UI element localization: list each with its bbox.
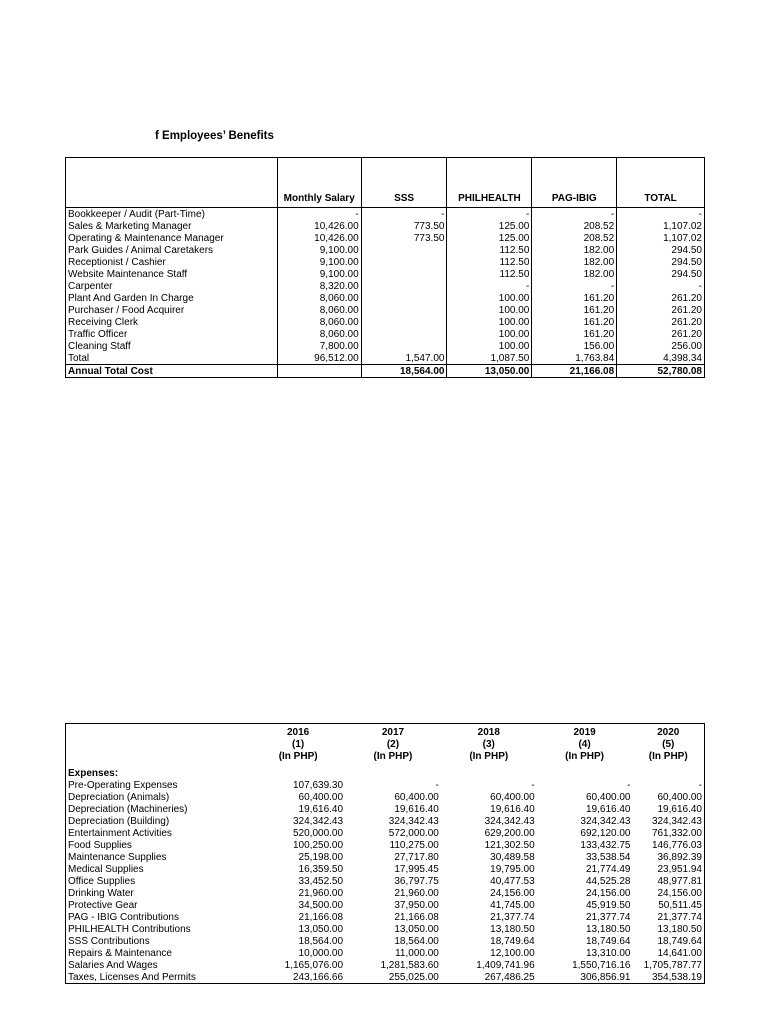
table-cell	[361, 304, 447, 316]
table-cell: -	[277, 208, 361, 221]
table-cell: 7,800.00	[277, 340, 361, 352]
row-label: Drinking Water	[68, 887, 134, 899]
table-row	[66, 815, 705, 827]
table-cell: 21,960.00	[394, 887, 439, 899]
table-cell: 100.00	[447, 304, 532, 316]
table-cell: 60,400.00	[585, 791, 631, 803]
table-cell: 1,281,583.60	[380, 959, 439, 971]
table-cell: 24,156.00	[657, 887, 702, 899]
table-cell	[361, 316, 447, 328]
table-cell: 261.20	[617, 304, 705, 316]
table-cell: 13,050.00	[394, 923, 439, 935]
table-cell: 182.00	[532, 256, 617, 268]
table-cell: 156.00	[532, 340, 617, 352]
table-cell: 60,400.00	[490, 791, 535, 803]
column-header: PAG-IBIG	[532, 158, 617, 208]
year-header-num: (2)	[386, 739, 400, 750]
table-cell: 261.20	[617, 328, 705, 340]
table-cell: 13,050.00	[447, 365, 532, 378]
row-label: Receptionist / Cashier	[68, 256, 166, 268]
table-row	[66, 875, 705, 887]
table-cell: 34,500.00	[298, 899, 344, 911]
table-cell: 1,165,076.00	[284, 959, 344, 971]
table-row	[66, 304, 705, 316]
row-label: Receiving Clerk	[68, 316, 139, 328]
year-header	[441, 724, 537, 764]
table-cell: 110,275.00	[389, 839, 439, 851]
table-cell: 25,198.00	[298, 851, 344, 863]
table-cell: 21,774.49	[585, 863, 631, 875]
table-cell: 146,776.03	[651, 839, 702, 851]
expenses-table	[65, 723, 705, 984]
table-cell: 125.00	[447, 220, 532, 232]
row-label: Salaries And Wages	[68, 959, 158, 971]
table-cell	[277, 365, 361, 378]
table-cell: 19,616.40	[657, 803, 702, 815]
employee-benefits-table	[65, 157, 705, 378]
year-header-num: (3)	[482, 739, 495, 750]
table-cell: 773.50	[361, 220, 447, 232]
year-header-num: (4)	[578, 739, 591, 750]
table-cell: 8,060.00	[277, 316, 361, 328]
row-label: Carpenter	[68, 280, 113, 292]
table-cell: 44,525.28	[585, 875, 631, 887]
year-header-unit: (In PHP)	[278, 751, 318, 762]
table-row	[66, 959, 705, 971]
row-label: PHILHEALTH Contributions	[68, 923, 191, 935]
table-row	[66, 803, 705, 815]
table-cell: 100.00	[447, 316, 532, 328]
year-header-num: (1)	[292, 739, 305, 750]
table-cell: -	[617, 280, 705, 292]
table-cell	[361, 256, 447, 268]
table-cell: 11,000.00	[395, 947, 439, 959]
table-cell: 100,250.00	[292, 839, 344, 851]
table-cell: 9,100.00	[277, 268, 361, 280]
table-cell: 324,342.43	[484, 815, 535, 827]
table-cell: 100.00	[447, 292, 532, 304]
row-label: Bookkeeper / Audit (Part-Time)	[68, 208, 205, 220]
table-cell: 112.50	[447, 256, 532, 268]
table-cell: 60,400.00	[394, 791, 439, 803]
table-row	[66, 863, 705, 875]
table-cell: 256.00	[617, 340, 705, 352]
table-row	[66, 935, 705, 947]
row-label: Taxes, Licenses And Permits	[68, 971, 196, 983]
table-cell: 1,763.84	[532, 352, 617, 365]
table-cell: -	[698, 779, 702, 791]
table-cell: 48,977.81	[657, 875, 702, 887]
table-cell: 21,960.00	[298, 887, 344, 899]
table-cell: 18,749.64	[585, 935, 631, 947]
table-row	[66, 887, 705, 899]
section-title: f Employees’ Benefits	[155, 130, 274, 142]
table-cell: 100.00	[447, 328, 532, 340]
table-row	[66, 851, 705, 863]
row-label: Annual Total Cost	[66, 365, 278, 378]
table-cell: 208.52	[532, 232, 617, 244]
table-cell: 36,892.39	[657, 851, 702, 863]
table-header-row	[66, 158, 705, 208]
table-cell: 21,377.74	[585, 911, 631, 923]
table-cell: 19,616.40	[585, 803, 631, 815]
table-cell: 10,426.00	[277, 220, 361, 232]
row-label: Entertainment Activities	[68, 827, 172, 839]
row-label: Protective Gear	[68, 899, 138, 911]
table-cell: 1,550,716.16	[572, 959, 631, 971]
table-cell: 133,432.75	[580, 839, 631, 851]
table-cell: 21,377.74	[490, 911, 535, 923]
table-cell	[361, 268, 447, 280]
table-cell: 13,180.50	[490, 923, 535, 935]
table-cell: 294.50	[617, 256, 705, 268]
row-label: Office Supplies	[68, 875, 136, 887]
table-cell: -	[532, 208, 617, 221]
table-cell: 306,856.91	[580, 971, 631, 983]
table-cell: 182.00	[532, 268, 617, 280]
table-cell: 18,749.64	[657, 935, 702, 947]
table-cell: 33,538.54	[585, 851, 631, 863]
table-cell: -	[435, 779, 439, 791]
table-cell: 18,564.00	[394, 935, 439, 947]
table-cell: 1,547.00	[361, 352, 447, 365]
table-cell: 30,489.58	[490, 851, 535, 863]
row-label: Purchaser / Food Acquirer	[68, 304, 185, 316]
table-cell: 1,107.02	[617, 220, 705, 232]
table-cell: 18,564.00	[361, 365, 447, 378]
table-cell: 261.20	[617, 292, 705, 304]
table-cell: 37,950.00	[394, 899, 439, 911]
table-cell: 8,060.00	[277, 304, 361, 316]
table-cell: 267,486.25	[484, 971, 535, 983]
row-label: Food Supplies	[68, 839, 132, 851]
table-cell: -	[361, 208, 447, 221]
table-row	[66, 947, 705, 959]
empty-cell	[441, 763, 537, 779]
table-cell: 112.50	[447, 268, 532, 280]
table-cell: 161.20	[532, 328, 617, 340]
year-header-unit: (In PHP)	[373, 751, 413, 762]
row-label: Medical Supplies	[68, 863, 144, 875]
table-cell: 161.20	[532, 292, 617, 304]
table-cell: 294.50	[617, 244, 705, 256]
table-row	[66, 827, 705, 839]
table-cell: 19,616.40	[490, 803, 535, 815]
row-label: Repairs & Maintenance	[68, 947, 172, 959]
row-label: SSS Contributions	[68, 935, 150, 947]
table-cell: 36,797.75	[394, 875, 439, 887]
table-cell: 19,795.00	[490, 863, 535, 875]
section-label: Expenses:	[68, 767, 119, 779]
table-cell	[361, 244, 447, 256]
table-cell: 572,000.00	[388, 827, 439, 839]
table-cell: 354,538.19	[651, 971, 702, 983]
year-header-year: 2018	[477, 727, 500, 738]
table-row	[66, 268, 705, 280]
table-cell: 13,180.50	[585, 923, 631, 935]
table-cell: 18,564.00	[298, 935, 344, 947]
table-row	[66, 923, 705, 935]
table-cell: 41,745.00	[490, 899, 535, 911]
year-header-unit: (In PHP)	[648, 751, 688, 762]
table-cell: -	[627, 779, 631, 791]
table-cell: 107,639.30	[292, 779, 344, 791]
table-cell: 520,000.00	[292, 827, 344, 839]
empty-cell	[537, 763, 633, 779]
table-cell: 8,320.00	[277, 280, 361, 292]
row-label: Cleaning Staff	[68, 340, 131, 352]
column-header: TOTAL	[617, 158, 705, 208]
table-cell: 13,310.00	[585, 947, 631, 959]
table-cell: 24,156.00	[585, 887, 631, 899]
table-cell: -	[447, 208, 532, 221]
table-cell: 21,166.08	[532, 365, 617, 378]
table-row	[66, 280, 705, 292]
table-cell: 18,749.64	[490, 935, 535, 947]
table-cell: 1,107.02	[617, 232, 705, 244]
year-header-year: 2017	[381, 727, 405, 738]
table-cell: 692,120.00	[580, 827, 631, 839]
row-label: Maintenance Supplies	[68, 851, 167, 863]
table-cell: 10,426.00	[277, 232, 361, 244]
table-row	[66, 899, 705, 911]
row-label: Pre-Operating Expenses	[68, 779, 178, 791]
empty-cell	[345, 763, 441, 779]
empty-cell	[632, 763, 704, 779]
table-row	[66, 352, 705, 365]
year-header-row	[66, 724, 705, 764]
table-cell: 96,512.00	[277, 352, 361, 365]
table-cell	[361, 292, 447, 304]
table-cell: 52,780.08	[617, 365, 705, 378]
table-cell: 208.52	[532, 220, 617, 232]
row-label: Operating & Maintenance Manager	[68, 232, 224, 244]
table-cell: 21,166.08	[394, 911, 439, 923]
table-cell: 13,180.50	[657, 923, 702, 935]
table-cell: 14,641.00	[657, 947, 702, 959]
table-cell: 112.50	[447, 244, 532, 256]
year-header-num: (5)	[662, 739, 675, 750]
column-header	[66, 158, 278, 208]
table-row	[66, 232, 705, 244]
row-label: PAG - IBIG Contributions	[68, 911, 179, 923]
table-cell: 12,100.00	[490, 947, 535, 959]
section-row	[66, 763, 705, 779]
table-cell: 629,200.00	[484, 827, 535, 839]
table-cell: 8,060.00	[277, 292, 361, 304]
row-label: Depreciation (Building)	[68, 815, 170, 827]
table-row	[66, 791, 705, 803]
table-cell: 161.20	[532, 304, 617, 316]
row-label: Plant And Garden In Charge	[68, 292, 194, 304]
table-row	[66, 911, 705, 923]
table-row	[66, 779, 705, 791]
table-cell: 10,000.00	[298, 947, 344, 959]
table-cell: 324,342.43	[388, 815, 439, 827]
table-cell: -	[617, 208, 705, 221]
year-header-year: 2020	[657, 727, 680, 738]
table-cell: 182.00	[532, 244, 617, 256]
table-cell: 121,302.50	[484, 839, 535, 851]
year-header	[537, 724, 633, 764]
column-header: SSS	[361, 158, 447, 208]
table-cell	[361, 328, 447, 340]
table-cell: 17,995.45	[394, 863, 439, 875]
table-row	[66, 292, 705, 304]
table-cell: 60,400.00	[298, 791, 344, 803]
row-label: Total	[68, 352, 90, 364]
year-header-unit: (In PHP)	[469, 751, 509, 762]
row-label: Website Maintenance Staff	[68, 268, 188, 280]
table-row	[66, 220, 705, 232]
table-cell: 24,156.00	[490, 887, 535, 899]
year-header	[632, 724, 704, 764]
column-header: PHILHEALTH	[447, 158, 532, 208]
table-cell: 21,166.08	[298, 911, 344, 923]
table-row	[66, 316, 705, 328]
table-cell: 13,050.00	[298, 923, 344, 935]
table-row	[66, 839, 705, 851]
column-header: Monthly Salary	[277, 158, 361, 208]
table-row	[66, 971, 705, 984]
table-cell: 1,409,741.96	[476, 959, 535, 971]
table-cell: 255,025.00	[388, 971, 439, 983]
table-cell: 19,616.40	[394, 803, 439, 815]
table-row	[66, 256, 705, 268]
table-cell: 161.20	[532, 316, 617, 328]
row-label: Traffic Officer	[68, 328, 128, 340]
table-row	[66, 244, 705, 256]
year-header	[251, 724, 345, 764]
table-cell: 19,616.40	[298, 803, 344, 815]
table-row	[66, 208, 705, 221]
table-cell: 9,100.00	[277, 244, 361, 256]
table-cell: 60,400.00	[657, 791, 702, 803]
table-cell: -	[531, 779, 535, 791]
table-cell: 23,951.94	[657, 863, 702, 875]
table-cell: 27,717.80	[394, 851, 439, 863]
table-cell: 16,359.50	[298, 863, 344, 875]
year-header-year: 2019	[573, 727, 596, 738]
table-cell	[361, 280, 447, 292]
table-cell: 100.00	[447, 340, 532, 352]
table-cell: -	[447, 280, 532, 292]
table-cell: 324,342.43	[651, 815, 702, 827]
year-header	[345, 724, 441, 764]
year-header-year: 2016	[287, 727, 310, 738]
table-cell: 243,166.66	[292, 971, 344, 983]
table-cell: 261.20	[617, 316, 705, 328]
year-header-unit: (In PHP)	[565, 751, 605, 762]
table-cell: 324,342.43	[580, 815, 631, 827]
table-cell: 1,705,787.77	[643, 959, 702, 971]
table-cell	[361, 340, 447, 352]
row-label: Park Guides / Animal Caretakers	[68, 244, 214, 256]
table-cell: 40,477.53	[490, 875, 535, 887]
table-cell: 4,398.34	[617, 352, 705, 365]
table-cell: 8,060.00	[277, 328, 361, 340]
table-cell: 761,332.00	[651, 827, 702, 839]
table-cell: 1,087.50	[447, 352, 532, 365]
table-cell: 773.50	[361, 232, 447, 244]
table-cell: 9,100.00	[277, 256, 361, 268]
row-label: Depreciation (Machineries)	[68, 803, 188, 815]
table-cell: -	[532, 280, 617, 292]
row-label: Sales & Marketing Manager	[68, 220, 192, 232]
row-label: Depreciation (Animals)	[68, 791, 170, 803]
table-row	[66, 328, 705, 340]
table-cell: 324,342.43	[292, 815, 344, 827]
table-row	[66, 340, 705, 352]
table-cell: 21,377.74	[657, 911, 702, 923]
annual-total-row	[66, 365, 705, 378]
blank-header	[66, 724, 252, 764]
table-cell: 125.00	[447, 232, 532, 244]
table-cell: 50,511.45	[658, 899, 702, 911]
empty-cell	[251, 763, 345, 779]
table-cell: 294.50	[617, 268, 705, 280]
table-cell: 33,452.50	[298, 875, 344, 887]
table-cell: 45,919.50	[585, 899, 631, 911]
